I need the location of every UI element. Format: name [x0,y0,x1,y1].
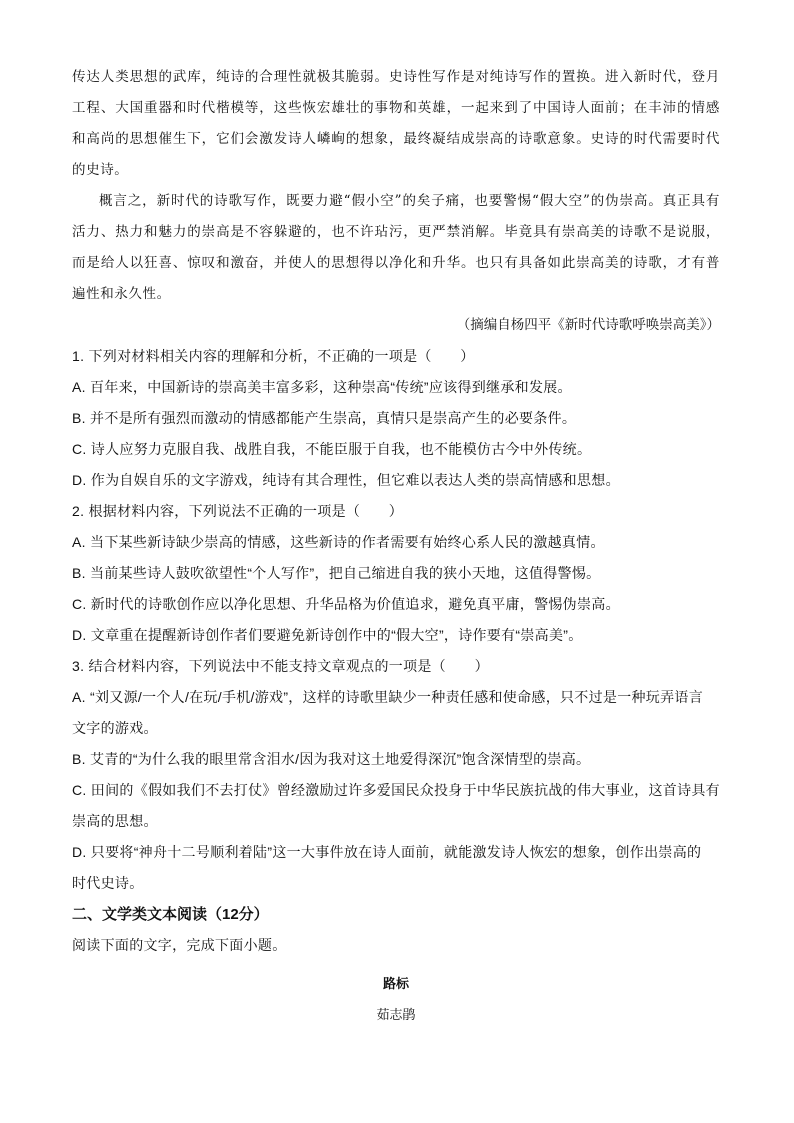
story-title: 路标 [382,977,409,992]
passage-paragraph: 传达人类思想的武库，纯诗的合理性就极其脆弱。史诗性写作是对纯诗写作的置换。进入新时代，登月工程、大国重器和时代楷模等，这些恢宏雄壮的事物和英雄，一起来到了中国诗人面前；在丰沛的情感和高尚的思想催生下，它们会激发诗人嶙峋的想象，最终凝结成崇高的诗歌意象。史诗的时代需要时代的史诗。 [72,69,720,178]
option-c: C. 诗人应努力克服自我、战胜自我，不能臣服于自我，也不能模仿古今中外传统。 [72,441,592,457]
section-heading: 二、文学类文本阅读（12分） [72,906,269,923]
option-c: C. 田间的《假如我们不去打仗》曾经激励过许多爱国民众投身于中华民族抗战的伟大事业，这首诗具有 [72,782,720,798]
option-b: B. 当前某些诗人鼓吹欲望性“个人写作”，把自己缩进自我的狭小天地，这值得警惕。 [72,565,601,581]
passage-text [72,62,720,310]
option-d: D. 只要将“神舟十二号顺利着陆”这一大事件放在诗人面前，就能激发诗人恢宏的想象，创作出崇高的 [72,844,702,860]
question-3 [72,651,720,899]
question-stem: 3. 结合材料内容，下列说法中不能支持文章观点的一项是（ ） [72,658,489,674]
story-author: 茹志鹃 [376,1008,416,1023]
question-stem: 2. 根据材料内容，下列说法不正确的一项是（ ） [72,503,404,519]
passage-paragraph: 概言之，新时代的诗歌写作，既要力避“假小空”的矣子痛，也要警惕“假大空”的伪崇高。真正具有活力、热力和魅力的崇高是不容躲避的，也不许玷污，更严禁消解。毕竟具有崇高美的诗歌不是说服，而是给人以狂喜、惊叹和激奋，并使人的思想得以净化和升华。也只有具备如此崇高美的诗歌，才有普遍性和永久性。 [72,193,720,302]
document-page [72,62,720,1031]
option-a: A. 当下某些新诗缺少崇高的情感，这些新诗的作者需要有始终心系人民的激越真情。 [72,534,605,550]
option-b: B. 并不是所有强烈而激动的情感都能产生崇高，真情只是崇高产生的必要条件。 [72,410,577,426]
option-a: A. “刘又源/一个人/在玩/手机/游戏”，这样的诗歌里缺少一种责任感和使命感，只不过是一种玩弄语言 [72,689,703,705]
option-a: A. 百年来，中国新诗的崇高美丰富多彩，这种崇高“传统”应该得到继承和发展。 [72,379,572,395]
question-stem: 1. 下列对材料相关内容的理解和分析，不正确的一项是（ ） [72,348,475,364]
section-instruction: 阅读下面的文字，完成下面小题。 [72,937,287,953]
question-2 [72,496,720,651]
option-d-continued: 时代史诗。 [72,875,144,891]
question-1 [72,341,720,496]
option-c: C. 新时代的诗歌创作应以净化思想、升华品格为价值追求，避免真平庸，警惕伪崇高。 [72,596,620,612]
option-b: B. 艾青的“为什么我的眼里常含泪水/因为我对这土地爱得深沉”饱含深情型的崇高。 [72,751,591,767]
option-d: D. 作为自娱自乐的文字游戏，纯诗有其合理性，但它难以表达人类的崇高情感和思想。 [72,472,620,488]
option-d: D. 文章重在提醒新诗创作者们要避免新诗创作中的“假大空”，诗作要有“崇高美”。 [72,627,583,643]
passage-source: （摘编自杨四平《新时代诗歌呼唤崇高美》） [456,317,720,333]
option-a-continued: 文字的游戏。 [72,720,158,736]
option-c-continued: 崇高的思想。 [72,813,158,829]
